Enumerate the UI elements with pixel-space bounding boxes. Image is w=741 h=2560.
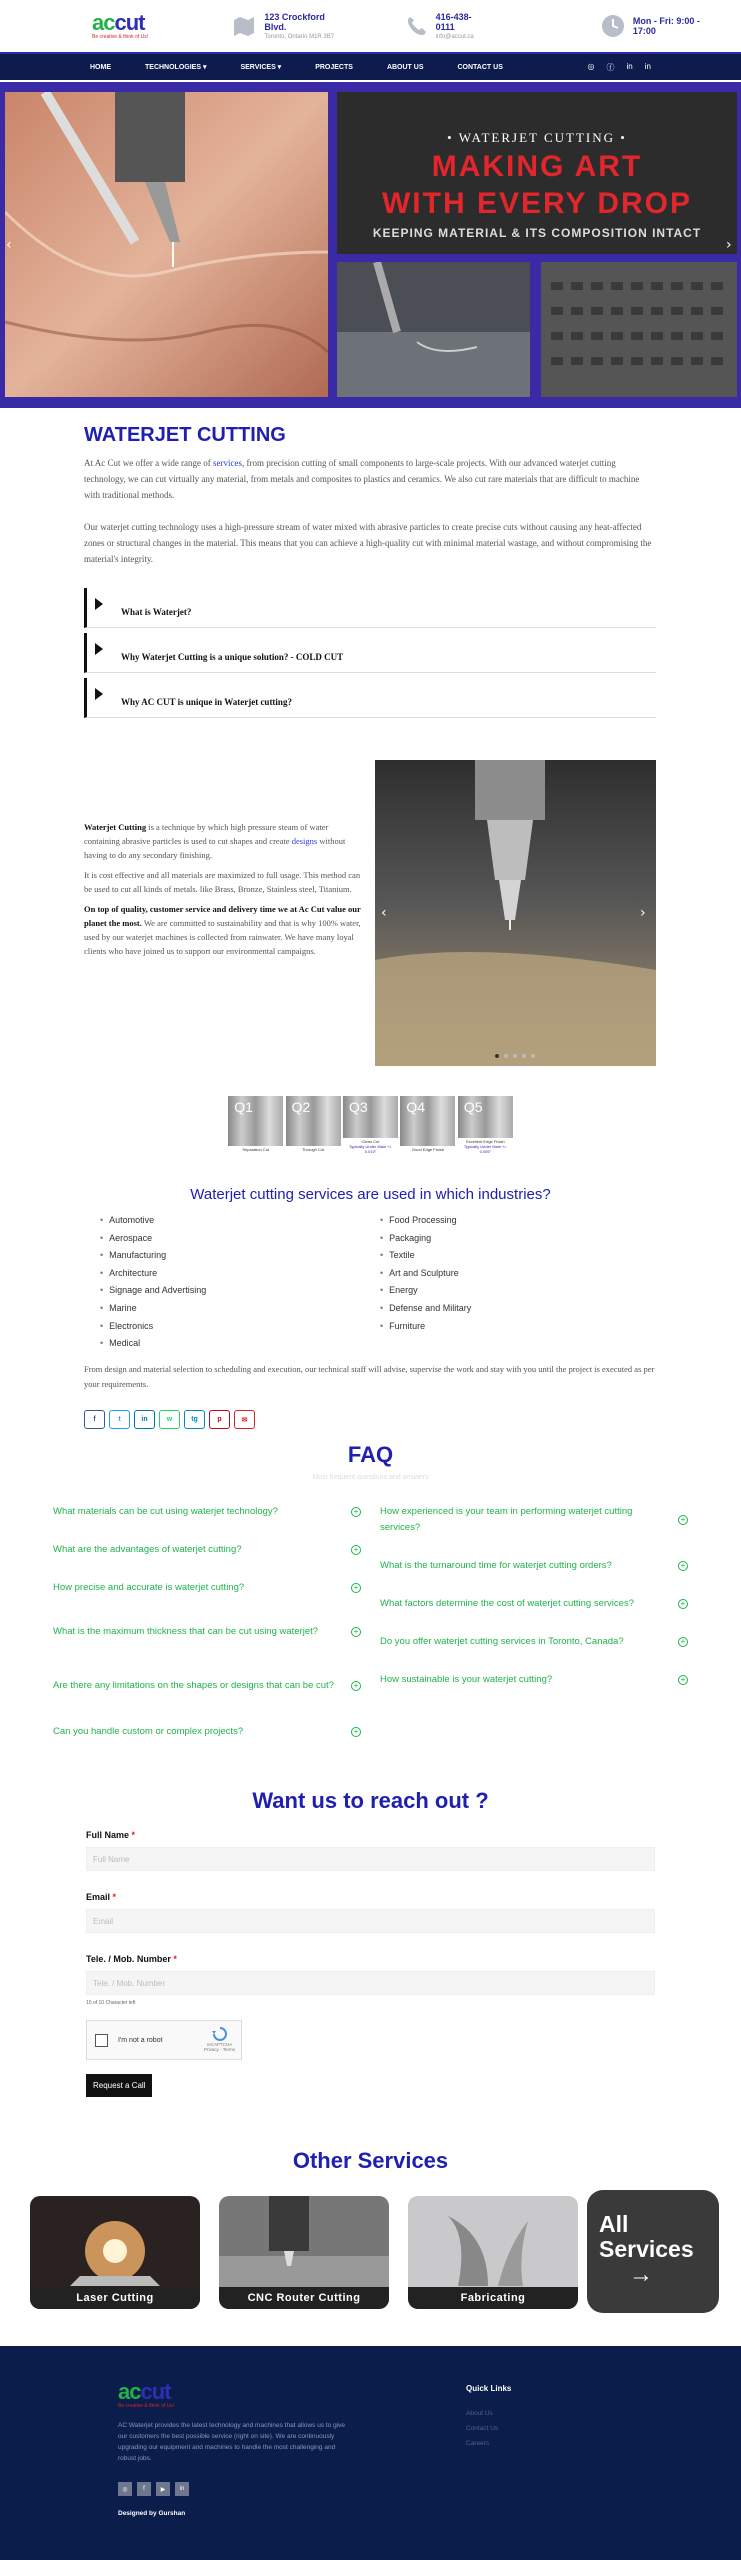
list-item: • Marine [100, 1300, 380, 1318]
quality-sample-image [458, 1096, 513, 1138]
logo-text-b: cut [140, 2379, 171, 2404]
recaptcha-icon [212, 2027, 228, 2041]
faq-right-column [380, 1502, 688, 1690]
faq-question: What is the maximum thickness that can be cut using waterjet? [53, 1626, 319, 1637]
list-item: • Signage and Advertising [100, 1282, 380, 1300]
required-marker: * [112, 1892, 117, 1902]
faq-left-column [53, 1502, 361, 1742]
phone-label-text: Tele. / Mob. Number [86, 1954, 171, 1964]
hero-subtitle: • WATERJET CUTTING • [447, 130, 627, 145]
address-main: 123 Crockford Blvd. [264, 12, 325, 32]
industries-title: Waterjet cutting services are used in which industries? [190, 1186, 551, 1203]
recaptcha-logo [204, 2027, 235, 2052]
list-item: • Medical [100, 1335, 380, 1353]
designed-by: Designed by Gurshan [118, 2510, 186, 2517]
intro-section [84, 420, 656, 718]
industries-list [100, 1212, 660, 1353]
about-paragraph-2: It is cost effective and all materials are maximized to full usage. This method can be used to cut all kinds of metals. like Brass, Bronze, Stainless steel, Titanium. [84, 870, 361, 894]
intro-paragraph-1 [84, 455, 656, 503]
about-text-3: We are committed to sustainability and that is why 100% water, used by our waterjet machines is collected from rainwater. We have many loyal clients who have joined us to support our environmental campaigns. [84, 918, 361, 956]
slider-dot[interactable] [531, 1054, 535, 1058]
logo-text-a: ac [92, 9, 115, 35]
quality-caption: Through Cut [301, 1147, 325, 1152]
email-label-text: Email [86, 1892, 111, 1902]
slider-dot[interactable] [495, 1054, 499, 1058]
linkedin-icon-2[interactable]: in [644, 61, 651, 71]
recaptcha-links[interactable]: Privacy - Terms [204, 2047, 235, 2052]
slider-dots [495, 1054, 535, 1058]
plus-circle-icon: + [351, 1583, 361, 1593]
triangle-right-icon [95, 598, 103, 610]
quality-label: Q4 [406, 1099, 426, 1115]
recaptcha-brand: reCAPTCHA [206, 2042, 233, 2047]
nav-projects[interactable]: PROJECTS [315, 63, 353, 71]
facebook-icon[interactable]: f [137, 2482, 151, 2496]
hero-banner [0, 82, 741, 408]
hero-slogan-panel [337, 92, 737, 254]
logo-tagline: Be creative & think of Us! [92, 33, 149, 40]
all-services-button[interactable] [587, 2190, 719, 2313]
all-services-text-1: All [599, 2211, 629, 2237]
quality-level [285, 1096, 340, 1154]
hero-image-3 [541, 262, 737, 397]
slider-next-arrow[interactable]: › [640, 905, 646, 921]
phone-label [86, 1954, 655, 1964]
address-block [232, 12, 343, 40]
quality-sample-image [400, 1096, 455, 1146]
arrow-right-icon: → [629, 2261, 653, 2288]
plus-circle-icon: + [351, 1681, 361, 1691]
faq-question: What is the turnaround time for waterjet cutting orders? [380, 1560, 612, 1571]
accordion-item[interactable] [84, 633, 656, 673]
nav-services[interactable]: SERVICES ▾ [240, 64, 282, 71]
logo-text-a: ac [118, 2379, 141, 2404]
quality-tolerance: Typically Under Main +/- 0.010" [349, 1144, 393, 1154]
faq-question: Are there any limitations on the shapes or designs that can be cut? [53, 1680, 334, 1691]
main-nav [0, 52, 741, 80]
list-item: • Automotive [100, 1212, 380, 1230]
email-input[interactable]: Email [86, 1909, 655, 1933]
designs-link[interactable]: designs [291, 836, 318, 846]
email-text[interactable]: info@accut.ca [435, 34, 474, 40]
facebook-share-icon[interactable]: f [84, 1410, 105, 1429]
hero-image-2 [337, 262, 530, 397]
quality-levels-chart [228, 1096, 513, 1154]
plus-circle-icon: + [678, 1561, 688, 1571]
plus-circle-icon: + [351, 1627, 361, 1637]
list-item: • Food Processing [380, 1212, 660, 1230]
footer [0, 2346, 741, 2560]
triangle-right-icon [95, 643, 103, 655]
instagram-icon[interactable]: ◎ [118, 2482, 132, 2496]
hero-footer-text: KEEPING MATERIAL & ITS COMPOSITION INTACT [372, 226, 702, 240]
list-item: • Textile [380, 1247, 660, 1265]
telegram-share-icon[interactable]: tg [184, 1410, 205, 1429]
faq-title: FAQ [347, 1442, 394, 1467]
phone-main[interactable]: 416-438-0111 [435, 12, 472, 32]
about-paragraph-3 [84, 902, 364, 958]
required-marker: * [173, 1954, 177, 1964]
linkedin-icon[interactable]: in [626, 61, 633, 71]
section-title: WATERJET CUTTING [84, 424, 286, 446]
faq-question: What factors determine the cost of waterjet cutting services? [380, 1598, 634, 1609]
slider-prev-arrow[interactable]: ‹ [381, 905, 387, 921]
intro-p1-b: , from precision cutting of small components to large-scale projects. With our advanced waterjet cutting technology, we can cut virtually any material, from metals and composites to plastics and ceramics. We also cut rare materials that are difficult to machine with traditional methods. [84, 458, 640, 500]
faq-item[interactable] [53, 1668, 361, 1704]
accordion-title: Why Waterjet Cutting is a unique solution? - COLD CUT [121, 651, 344, 662]
accordion-item[interactable] [84, 588, 656, 628]
quality-caption: Separation Cut [242, 1147, 270, 1152]
recaptcha-label: I'm not a robot [118, 2036, 163, 2044]
list-item: • Architecture [100, 1265, 380, 1283]
plus-circle-icon: + [678, 1637, 688, 1647]
list-item: • Packaging [380, 1230, 660, 1248]
hero-headline-2: WITH EVERY DROP [381, 187, 693, 220]
all-services-text-2: Services [599, 2236, 694, 2262]
faq-item[interactable] [380, 1556, 688, 1576]
intro-paragraph-2: Our waterjet cutting technology uses a high-pressure stream of water mixed with abrasive particles to create precise cuts without causing any heat-affected zones or structural changes in the material. This means that you can achieve a high-quality cut with minimal material wastage, and without compromising the material's integrity. [84, 522, 652, 564]
quick-links [466, 2406, 498, 2451]
hero-prev-arrow[interactable]: ‹ [6, 237, 12, 253]
facebook-icon[interactable]: ⓕ [606, 62, 615, 72]
plus-circle-icon: + [678, 1675, 688, 1685]
request-call-button[interactable]: Request a Call [86, 2074, 152, 2097]
linkedin-share-icon[interactable]: in [134, 1410, 155, 1429]
nav-contact[interactable]: CONTACT US [457, 63, 503, 71]
quality-label: Q1 [234, 1099, 253, 1115]
industries-left [100, 1212, 380, 1353]
list-item: • Defense and Military [380, 1300, 660, 1318]
footer-description: AC Waterjet provides the latest technology and machines that allows us to give our customers the best possible service (right on site). We are continuously upgrading our equipment and machines to handle the most challenging and robust jobs. [118, 2422, 346, 2462]
logo-text-b: cut [114, 9, 145, 35]
intro-p1-a: At Ac Cut we offer a wide range of [84, 458, 214, 468]
email-label [86, 1892, 655, 1902]
quality-level [228, 1096, 283, 1154]
contact-form [86, 1830, 655, 2097]
hero-next-arrow[interactable]: › [726, 237, 732, 253]
faq-question: What materials can be cut using waterjet technology? [53, 1506, 278, 1517]
faq-question: Can you handle custom or complex projects? [53, 1726, 244, 1737]
service-card-laser[interactable] [30, 2196, 200, 2309]
industries-right [380, 1212, 660, 1353]
about-text-1b: without having to do any secondary finishing. [84, 836, 346, 860]
quality-sample-image [343, 1096, 398, 1138]
email-share-icon[interactable]: ✉ [234, 1410, 255, 1429]
nav-social [588, 62, 651, 73]
faq-item[interactable] [380, 1594, 688, 1614]
faq-question: How sustainable is your waterjet cutting? [380, 1674, 553, 1685]
quality-label: Q3 [349, 1099, 368, 1115]
list-item: • Furniture [380, 1318, 660, 1336]
nav-technologies[interactable]: TECHNOLOGIES ▾ [145, 64, 207, 71]
slider-dot[interactable] [513, 1054, 517, 1058]
quality-level [458, 1096, 513, 1154]
about-waterjet-section [84, 760, 656, 1066]
quick-links-title: Quick Links [466, 2384, 512, 2393]
faq-item[interactable] [380, 1502, 688, 1538]
phone-block [403, 12, 486, 40]
list-item: • Manufacturing [100, 1247, 380, 1265]
faq-question: How experienced is your team in performing waterjet cutting services? [380, 1506, 633, 1533]
plus-circle-icon: + [351, 1545, 361, 1555]
logo-tagline: Be creative & think of Us! [118, 2403, 175, 2409]
footer-link-careers[interactable]: Careers [466, 2440, 490, 2447]
hours-text: Mon - Fri: 9:00 - 17:00 [632, 16, 700, 36]
about-bold-1: Waterjet Cutting [84, 822, 147, 832]
phone-icon [403, 13, 427, 39]
address-sub: Toronto, Ontario M1R 3B7 [264, 34, 335, 40]
nav-home[interactable]: HOME [90, 63, 111, 71]
recaptcha-widget [86, 2020, 242, 2060]
whatsapp-share-icon[interactable]: w [159, 1410, 180, 1429]
nav-about[interactable]: ABOUT US [386, 63, 424, 71]
recaptcha-checkbox[interactable] [95, 2034, 108, 2047]
quality-caption: Excellent Edge Finish [466, 1139, 505, 1144]
list-item: • Energy [380, 1282, 660, 1300]
triangle-right-icon [95, 688, 103, 700]
footer-link-about[interactable]: About Us [466, 2410, 493, 2417]
twitter-share-icon[interactable]: t [109, 1410, 130, 1429]
accordion-title: What is Waterjet? [121, 606, 192, 617]
footer-link-contact[interactable]: Contact Us [466, 2425, 499, 2432]
waterjet-nozzle-slider [375, 760, 656, 1066]
required-marker: * [131, 1830, 136, 1840]
list-item: • Art and Sculpture [380, 1265, 660, 1283]
about-text-1: is a technique by which high pressure steam of water containing abrasive particles is used to cut shapes and create [84, 822, 329, 846]
contact-form-title: Want us to reach out ? [252, 1788, 489, 1813]
faq-question: Do you offer waterjet cutting services in Toronto, Canada? [380, 1636, 624, 1647]
full-name-label [86, 1830, 655, 1840]
list-item: • Electronics [100, 1318, 380, 1336]
about-bold-3: On top of quality, customer service and delivery time we at Ac Cut value our planet the most. [84, 904, 361, 928]
quality-sample-image [286, 1096, 341, 1146]
character-counter: 10 of 10 Character left [86, 2000, 136, 2006]
hero-headline-1: MAKING ART [431, 150, 643, 183]
faq-item[interactable] [53, 1502, 361, 1522]
linkedin-icon[interactable]: in [175, 2482, 189, 2496]
quality-caption: Clean Cut [361, 1139, 380, 1144]
full-name-label-text: Full Name [86, 1830, 130, 1840]
footer-social [118, 2482, 189, 2496]
logo[interactable] [92, 9, 232, 40]
footer-logo[interactable] [118, 2379, 175, 2409]
pinterest-share-icon[interactable]: p [209, 1410, 230, 1429]
slider-dot[interactable] [504, 1054, 508, 1058]
accordion-title: Why AC CUT is unique in Waterjet cutting? [121, 696, 292, 707]
service-card-fabricating[interactable] [408, 2196, 578, 2309]
faq-item[interactable] [53, 1614, 361, 1650]
quality-caption: Good Edge Finish [411, 1147, 444, 1152]
faq-item[interactable] [53, 1540, 361, 1560]
service-card-cnc[interactable] [219, 2196, 389, 2309]
youtube-icon[interactable]: ▶ [156, 2482, 170, 2496]
map-icon [232, 13, 256, 39]
faq-question: How precise and accurate is waterjet cutting? [53, 1582, 245, 1593]
faq-item[interactable] [380, 1670, 688, 1690]
service-card-label: Laser Cutting [30, 2287, 200, 2309]
plus-circle-icon: + [678, 1599, 688, 1609]
hours-block [601, 13, 719, 39]
faq-question: What are the advantages of waterjet cutting? [53, 1544, 242, 1555]
quality-level [400, 1096, 455, 1154]
share-buttons [84, 1410, 255, 1429]
quality-tolerance: Typically Under Main +/- 0.005" [463, 1144, 507, 1154]
quality-label: Q5 [463, 1099, 483, 1115]
clock-icon [601, 13, 625, 39]
accordion-item[interactable] [84, 678, 656, 718]
industries-footer-text: From design and material selection to scheduling and execution, our technical staff will advise, supervise the work and stay with you until the project is executed as per your requirements. [84, 1364, 655, 1389]
plus-circle-icon: + [351, 1507, 361, 1517]
top-header [0, 0, 741, 52]
other-services-title: Other Services [292, 2148, 449, 2173]
list-item: • Aerospace [100, 1230, 380, 1248]
plus-circle-icon: + [678, 1515, 688, 1525]
quality-sample-image [228, 1096, 283, 1146]
slider-dot[interactable] [522, 1054, 526, 1058]
service-card-label: CNC Router Cutting [219, 2287, 389, 2309]
about-text [84, 820, 364, 964]
hero-main-image [5, 92, 328, 397]
faq-item[interactable] [53, 1578, 361, 1598]
full-name-input[interactable]: Full Name [86, 1847, 655, 1871]
plus-circle-icon: + [351, 1727, 361, 1737]
faq-subtitle: Most frequent questions and answers [312, 1474, 429, 1481]
service-card-label: Fabricating [408, 2287, 578, 2309]
services-link[interactable]: services [213, 458, 243, 468]
faq-item[interactable] [53, 1722, 361, 1742]
faq-item[interactable] [380, 1632, 688, 1652]
quality-level [343, 1096, 398, 1154]
instagram-icon[interactable]: ◎ [587, 61, 595, 71]
phone-input[interactable]: Tele. / Mob. Number [86, 1971, 655, 1995]
quality-label: Q2 [291, 1099, 311, 1115]
about-paragraph-1 [84, 820, 364, 862]
